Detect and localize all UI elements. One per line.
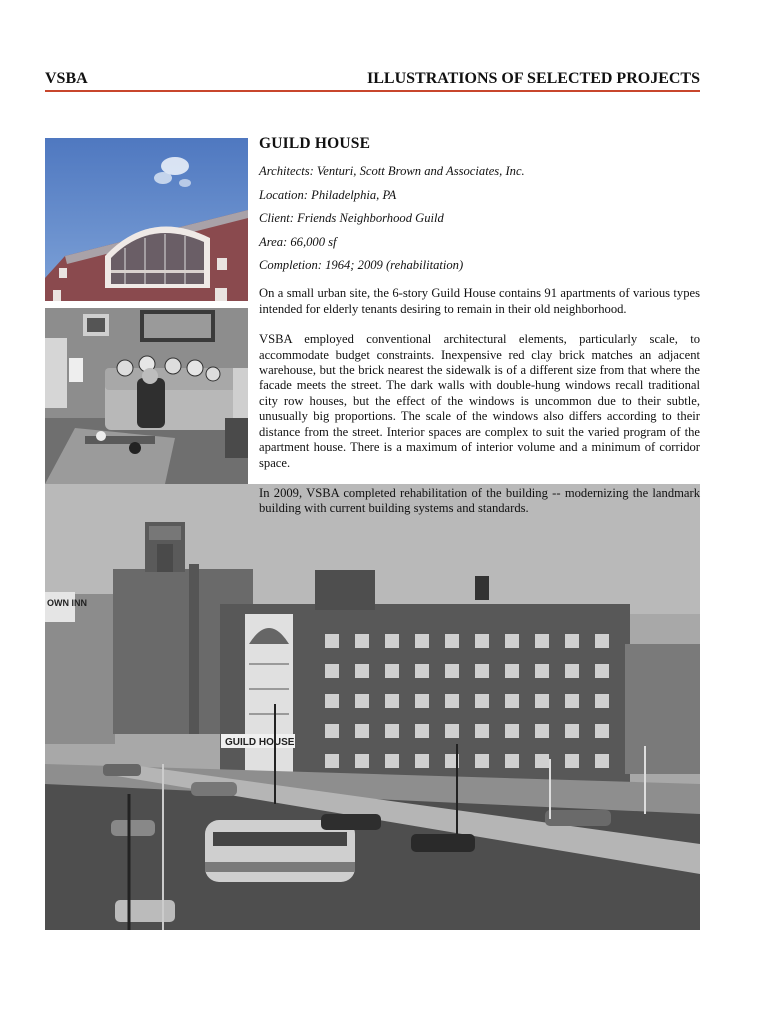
project-description bbox=[259, 136, 700, 532]
page-header bbox=[45, 68, 700, 92]
interior-photo bbox=[45, 308, 248, 484]
project-title: GUILD HOUSE bbox=[259, 135, 371, 152]
exterior-photo bbox=[45, 138, 248, 301]
meta-architects: Architects: Venturi, Scott Brown and Associates, Inc. bbox=[259, 164, 525, 179]
header-section-title: ILLUSTRATIONS OF SELECTED PROJECTS bbox=[367, 70, 700, 87]
paragraph-design: VSBA employed conventional architectural elements, particularly scale, to accommodate budget constraints. Inexpensive red clay brick matches an adjacent warehouse, but the brick nearest the sidewalk is of a different size from that where the facade meets the street. The dark walls with double-hung windows recall traditional city row houses, but the effect of the windows is uncommon due to their subtle, unusually big proportions. The scale of the windows also differs according to their distance from the street. Interior spaces are complex to suit the varied program of the apartment house. There is a maximum of interior volume and a minimum of corridor space. bbox=[259, 332, 700, 470]
meta-completion: Completion: 1964; 2009 (rehabilitation) bbox=[259, 258, 464, 273]
meta-location: Location: Philadelphia, PA bbox=[259, 187, 397, 202]
paragraph-rehabilitation: In 2009, VSBA completed rehabilitation of the building -- modernizing the landmark building with current building systems and standards. bbox=[259, 485, 700, 516]
meta-client: Client: Friends Neighborhood Guild bbox=[259, 211, 444, 226]
billboard-text: OWN INN bbox=[47, 598, 87, 608]
paragraph-site: On a small urban site, the 6-story Guild House contains 91 apartments of various types intended for elderly tenants desiring to remain in their old neighborhood. bbox=[259, 286, 700, 316]
street-view-photo bbox=[45, 484, 700, 930]
project-meta bbox=[259, 164, 700, 273]
guild-house-sign: GUILD HOUSE bbox=[225, 737, 295, 748]
meta-area: Area: 66,000 sf bbox=[259, 234, 337, 249]
header-firm-name: VSBA bbox=[45, 70, 88, 87]
